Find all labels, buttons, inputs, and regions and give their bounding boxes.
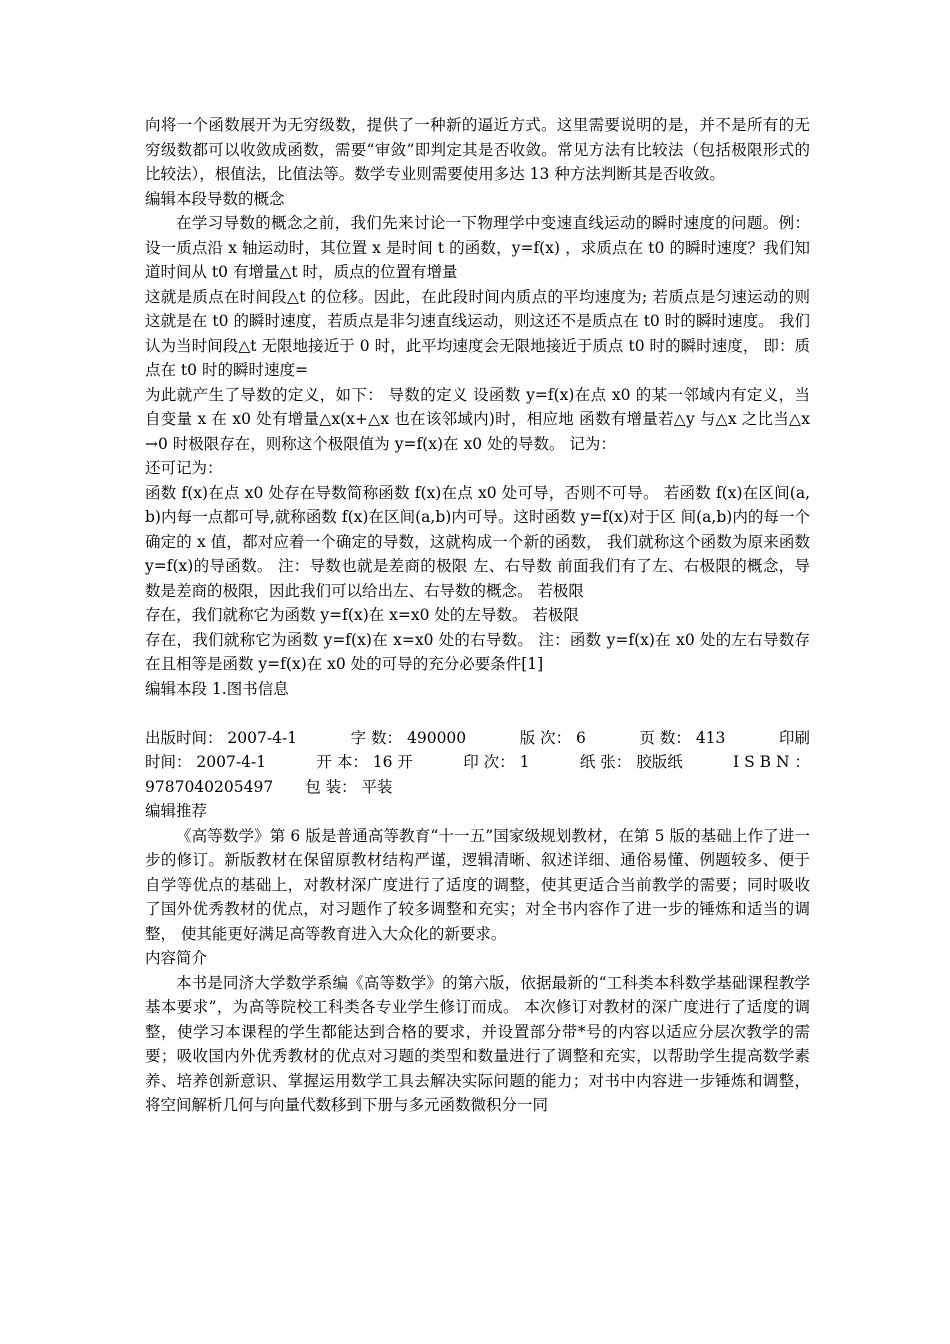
blank-line xyxy=(145,701,810,726)
book-info-cell: 页 数： 413 xyxy=(639,728,726,747)
book-info-cell: 字 数： 490000 xyxy=(350,728,467,747)
paragraph-recommendation: 《高等数学》第 6 版是普通高等教育“十一五”国家级规划教材，在第 5 版的基础上作了进一步的修订。新版教材在保留原教材结构严谨，逻辑清晰、叙述详细、通俗易懂、例题较多、便于自学等优点的基础上，对教材深广度进行了适度的调整，使其更适合当前教学的需要；同时吸收了国外优秀教材的优点，对习题作了较多调整和充实；对全书内容作了进一步的锤炼和适当的调整， 使其能更好满足高等教育进入大众化的新要求。 xyxy=(145,826,810,943)
book-info-cell: 版 次： 6 xyxy=(519,728,586,747)
section-heading-book-info: 编辑本段 1.图书信息 xyxy=(145,679,289,698)
book-info-cell: 出版时间： 2007-4-1 xyxy=(145,728,298,747)
book-info-cell: 纸 张： 胶版纸 xyxy=(579,753,683,771)
book-info-row-3 xyxy=(145,775,810,800)
book-info-cell: 印 次： 1 xyxy=(463,753,530,771)
book-info-cell: 印刷 xyxy=(778,728,810,747)
book-info-cell: 开 本： 16 开 xyxy=(316,753,413,771)
book-info-cell: 时间： 2007-4-1 xyxy=(145,753,267,771)
book-info-row-2 xyxy=(145,750,810,775)
paragraph-derivative-definition: 为此就产生了导数的定义，如下： 导数的定义 设函数 y=f(x)在点 x0 的某一邻域内有定义，当自变量 x 在 x0 处有增量△x(x+△x 也在该邻域内)时，相应地 函数有增量若△y 与△x 之比当△x→0 时极限存在，则称这个极限值为 y=f(x)在 x0 处的导数。 记为： xyxy=(145,385,810,453)
section-heading-recommend: 编辑推荐 xyxy=(145,802,208,820)
paragraph-left-derivative: 存在，我们就称它为函数 y=f(x)在 x=x0 处的左导数。 若极限 xyxy=(145,606,579,624)
section-heading-derivative: 编辑本段导数的概念 xyxy=(145,189,285,208)
paragraph-displacement: 这就是质点在时间段△t 的位移。因此，在此段时间内质点的平均速度为; 若质点是匀速运动的则这就是在 t0 的瞬时速度，若质点是非匀速直线运动，则这还不是质点在 t0 时的瞬时速度。 我们认为当时间段△t 无限地接近于 0 时，此平均速度会无限地接近于质点 t0 时的瞬时速度， 即：质点在 t0 时的瞬时速度= xyxy=(145,287,810,379)
section-heading-summary: 内容简介 xyxy=(145,949,208,967)
book-info-row-1 xyxy=(145,726,810,751)
paragraph-summary: 本书是同济大学数学系编《高等数学》的第六版，依据最新的“工科类本科数学基础课程教学基本要求”，为高等院校工科类各专业学生修订而成。 本次修订对教材的深广度进行了适度的调整，使学习本课程的学生都能达到合格的要求，并设置部分带*号的内容以适应分层次教学的需要；吸收国内外优秀教材的优点对习题的类型和数量进行了调整和充实，以帮助学生提高数学素养、培养创新意识、掌握运用数学工具去解决实际问题的能力；对书中内容进一步锤炼和调整，将空间解析几何与向量代数移到下册与多元函数微积分一同 xyxy=(145,973,810,1114)
book-info-cell: 9787040205497 xyxy=(145,777,274,796)
paragraph-right-derivative: 存在，我们就称它为函数 y=f(x)在 x=x0 处的右导数。 注：函数 y=f(x)在 x0 处的左右导数存在且相等是函数 y=f(x)在 x0 处的可导的充分必要条件[1] xyxy=(145,630,810,673)
paragraph-instant-velocity: 在学习导数的概念之前，我们先来讨论一下物理学中变速直线运动的瞬时速度的问题。例：设一质点沿 x 轴运动时，其位置 x 是时间 t 的函数，y=f(x) ，求质点在 t0 的瞬时速度？我们知道时间从 t0 有增量△t 时，质点的位置有增量 xyxy=(145,214,810,281)
paragraph-differentiable: 函数 f(x)在点 x0 处存在导数简称函数 f(x)在点 x0 处可导，否则不可导。 若函数 f(x)在区间(a,b)内每一点都可导,就称函数 f(x)在区间(a,b)内可导。这时函数 y=f(x)对于区 间(a,b)内的每一个确定的 x 值，都对应着一个确定的导数，这就构成一个新的函数， 我们就称这个函数为原来函数 y=f(x)的导函数。 注：导数也就是差商的极限 左、右导数 前面我们有了左、右极限的概念，导数是差商的极限，因此我们可以给出左、右导数的概念。 若极限 xyxy=(145,483,810,600)
paragraph-alt-notation: 还可记为： xyxy=(145,459,223,477)
paragraph-series-convergence: 向将一个函数展开为无穷级数，提供了一种新的逼近方式。这里需要说明的是，并不是所有的无穷级数都可以收敛成函数，需要“审敛”即判定其是否收敛。常见方法有比较法（包括极限形式的比较法），根值法，比值法等。数学专业则需要使用多达 13 种方法判断其是否收敛。 xyxy=(145,116,810,183)
book-info-cell: I S B N ： xyxy=(733,753,810,771)
book-info-cell: 包 装： 平装 xyxy=(305,777,393,796)
document-body xyxy=(145,113,810,1118)
